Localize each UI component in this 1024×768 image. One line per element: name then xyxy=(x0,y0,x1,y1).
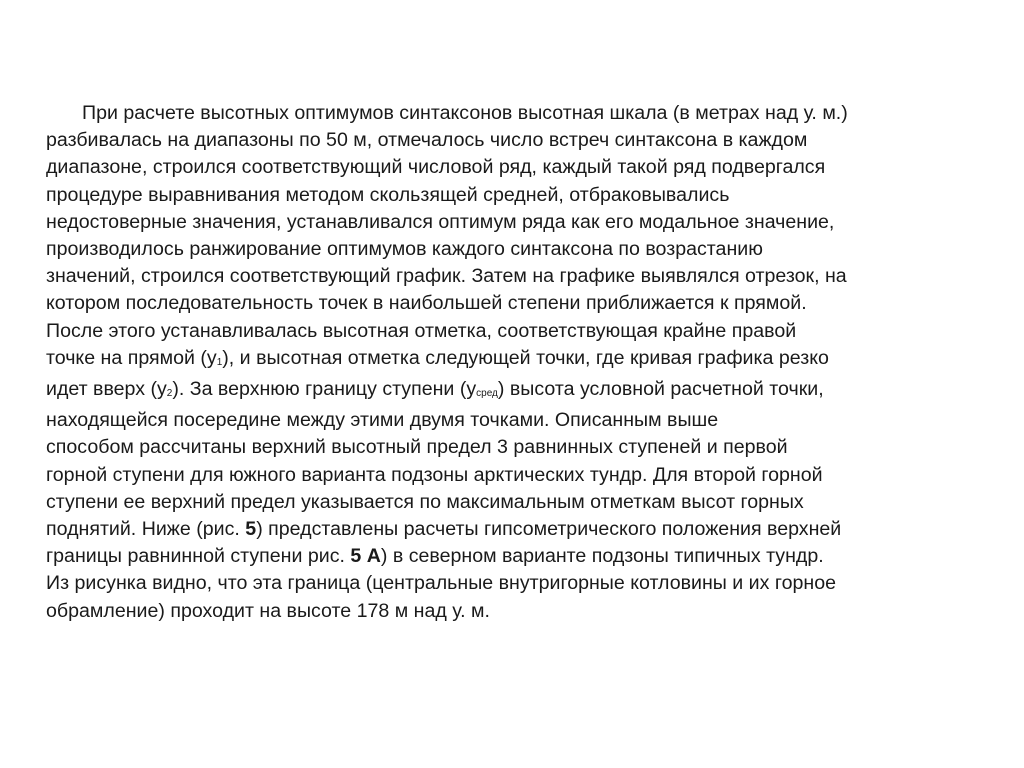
text-line xyxy=(46,290,986,317)
text-run: процедуре выравнивания методом скользящей средней, отбраковывались xyxy=(46,183,730,206)
text-line xyxy=(46,127,986,154)
text-run: точке на прямой (y xyxy=(46,346,217,369)
subscript: 1 xyxy=(216,356,223,368)
text-line xyxy=(46,434,986,461)
body-paragraph xyxy=(46,100,986,625)
text-line xyxy=(46,318,986,345)
text-run: значений, строился соответствующий график. Затем на графике выявлялся отрезок, на xyxy=(46,265,847,288)
text-line xyxy=(46,376,986,407)
text-line xyxy=(46,100,986,127)
subscript: 2 xyxy=(166,388,173,400)
text-run: ) представлены расчеты гипсометрического положения верхней xyxy=(256,518,842,541)
text-run: обрамление) проходит на высоте 178 м над у. м. xyxy=(46,599,490,622)
text-line xyxy=(46,236,986,263)
text-run: границы равнинной ступени рис. xyxy=(46,545,351,568)
text-line xyxy=(46,489,986,516)
text-run: При расчете высотных оптимумов синтаксонов высотная шкала (в метрах над у. м.) xyxy=(82,102,848,124)
text-run: ) в северном варианте подзоны типичных тундр. xyxy=(380,545,824,568)
text-run: ), и высотная отметка следующей точки, где кривая графика резко xyxy=(222,346,829,369)
text-run: Из рисунка видно, что эта граница (центральные внутригорные котловины и их горное xyxy=(46,572,836,595)
text-run: котором последовательность точек в наибольшей степени приближается к прямой. xyxy=(46,292,807,315)
text-run: недостоверные значения, устанавливался оптимум ряда как его модальное значение, xyxy=(46,210,835,233)
text-line xyxy=(46,516,986,543)
text-run: После этого устанавливалась высотная отметка, соответствующая крайне правой xyxy=(46,319,797,342)
text-run: идет вверх (y xyxy=(46,378,167,401)
text-line xyxy=(46,570,986,597)
text-line xyxy=(46,182,986,209)
bold-reference: 5 xyxy=(245,518,257,541)
subscript: сред xyxy=(476,388,498,400)
text-line xyxy=(46,407,986,434)
text-run: ) высота условной расчетной точки, xyxy=(497,378,824,401)
text-run: производилось ранжирование оптимумов каждого синтаксона по возрастанию xyxy=(46,238,763,261)
text-run: способом рассчитаны верхний высотный предел 3 равнинных ступеней и первой xyxy=(46,436,788,459)
text-line xyxy=(46,209,986,236)
text-run: ). За верхнюю границу ступени (y xyxy=(172,378,477,401)
text-line xyxy=(46,345,986,376)
text-line xyxy=(46,543,986,570)
text-line xyxy=(46,598,986,625)
text-run: диапазоне, строился соответствующий числовой ряд, каждый такой ряд подвергался xyxy=(46,156,826,179)
text-run: поднятий. Ниже (рис. xyxy=(46,518,246,541)
text-line xyxy=(46,154,986,181)
text-run: горной ступени для южного варианта подзоны арктических тундр. Для второй горной xyxy=(46,463,823,486)
text-run: ступени ее верхний предел указывается по максимальным отметкам высот горных xyxy=(46,490,804,513)
text-run: разбивалась на диапазоны по 50 м, отмечалось число встреч синтаксона в каждом xyxy=(46,129,808,152)
bold-reference: 5 А xyxy=(350,545,381,568)
text-run: находящейся посередине между этими двумя точками. Описанным выше xyxy=(46,409,719,432)
text-line xyxy=(46,263,986,290)
text-line xyxy=(46,462,986,489)
